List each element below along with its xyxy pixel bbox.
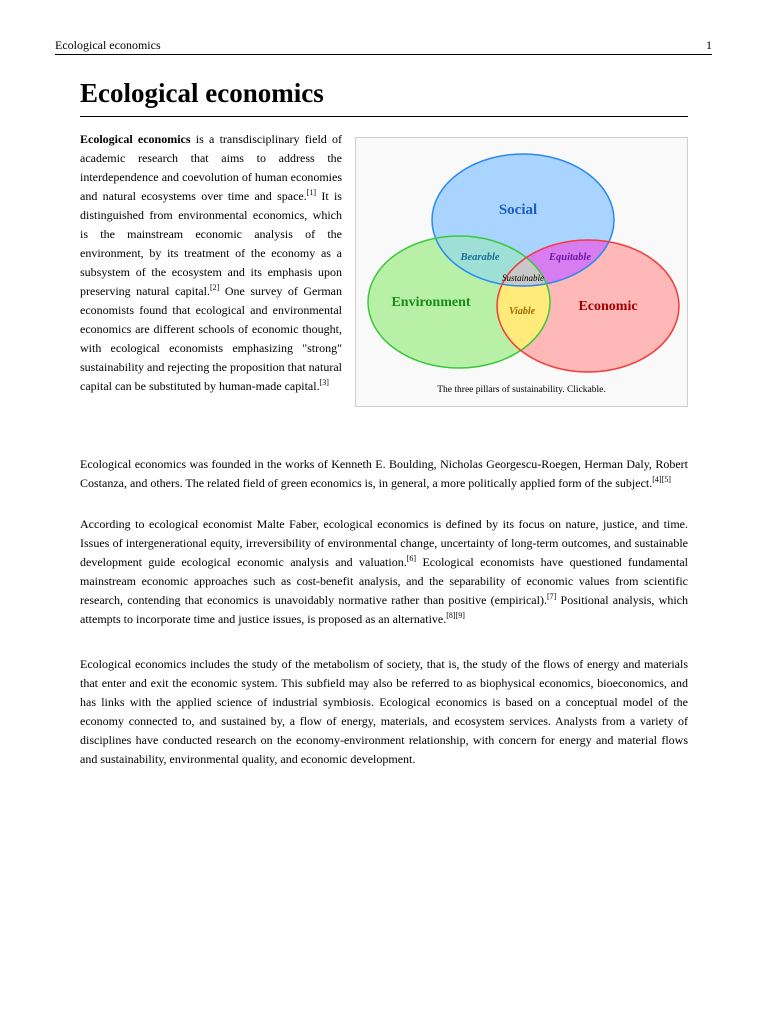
economic-label[interactable]: Economic <box>578 299 638 314</box>
paragraph-text: Positional analysis, which attempts to incorporate time and justice issues, is proposed as an alternative. <box>80 593 689 626</box>
lead-paragraph <box>80 130 342 396</box>
paragraph-text: Ecological economics includes the study of the metabolism of society, that is, the study of the flows of energy and materials that enter and exit the economic system. This subfield may also be referred to as biophysical economics, bioeconomics, and has links with the applied science of industrial symbiosis. Ecological economics is based on a conceptual model of the economy connected to, and sustained by, a flow of energy, materials, and ecosystem services. Analysts from a variety of disciplines have conducted research on the economy-environment relationship, with concern for energy and material flows and sustainability, environmental quality, and economic development. <box>80 657 688 766</box>
sustainability-figure <box>355 137 688 407</box>
citation-ref[interactable]: [3] <box>319 378 329 387</box>
venn-diagram[interactable] <box>356 138 687 378</box>
viable-label[interactable]: Viable <box>508 306 536 317</box>
lead-text-1: is a transdisciplinary field of academic research that aims to address the interdependence and coevolution of human economies and natural ecosystems over time and space. <box>80 132 343 203</box>
paragraph-text: According to ecological economist Malte Faber, ecological economics is defined by its focus on nature, justice, and time. Issues of intergenerational equity, irreversibility of environmental change, uncertainty of long-term outcomes, and sustainable development guide ecological economic analysis and valuation. <box>80 517 688 569</box>
running-head <box>55 38 712 55</box>
equitable-label[interactable]: Equitable <box>548 252 592 263</box>
article-title: Ecological economics <box>80 76 688 117</box>
sustainable-label[interactable]: Sustainable <box>502 273 544 283</box>
social-label[interactable]: Social <box>498 202 538 218</box>
page-number: 1 <box>706 38 712 52</box>
bearable-label[interactable]: Bearable <box>460 252 500 263</box>
citation-ref[interactable]: [6] <box>406 554 417 563</box>
lead-text-2: It is distinguished from environmental economics, which is the mainstream economic analysis of the environment, by its treatment of the economy as a subsystem of the ecosystem and its emphasis upon preserving natural capital. <box>80 189 342 298</box>
paragraph-4 <box>80 655 688 769</box>
citation-ref[interactable]: [7] <box>546 592 557 601</box>
citation-ref[interactable]: [8][9] <box>446 611 465 620</box>
citation-ref[interactable]: [2] <box>209 283 220 292</box>
running-head-title: Ecological economics <box>55 38 161 52</box>
environment-label[interactable]: Environment <box>391 295 471 310</box>
lead-term: Ecological economics <box>80 132 191 146</box>
paragraph-2 <box>80 455 688 493</box>
lead-text-3: One survey of German economists found that ecological and environmental economics are different schools of economic thought, with ecological economists emphasizing "strong" sustainability and rejecting the proposition that natural capital can be substituted by human-made capital. <box>80 284 342 393</box>
citation-ref[interactable]: [1] <box>306 188 317 197</box>
figure-caption: The three pillars of sustainability. Clickable. <box>437 385 606 395</box>
citation-ref[interactable]: [4][5] <box>652 475 671 484</box>
paragraph-text: Ecological economics was founded in the works of Kenneth E. Boulding, Nicholas Georgescu-Roegen, Herman Daly, Robert Costanza, and others. The related field of green economics is, in general, a more politically applied form of the subject. <box>80 457 688 490</box>
paragraph-text: Ecological economists have questioned fundamental mainstream economic approaches such as cost-benefit analysis, and the separability of economic values from scientific research, contending that economics is unavoidably normative rather than positive (empirical). <box>80 555 689 607</box>
paragraph-3 <box>80 515 688 629</box>
